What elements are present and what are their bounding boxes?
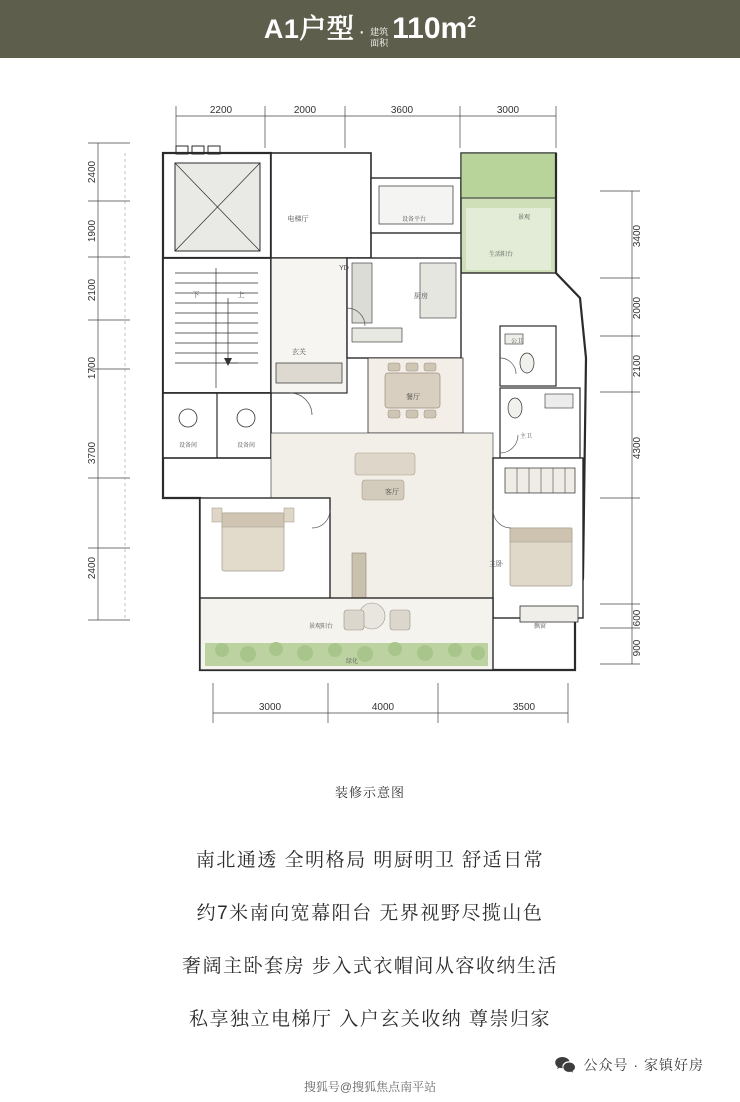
header-area-value bbox=[392, 12, 476, 46]
dim-right-0: 3400 bbox=[632, 224, 643, 248]
room-label-10: 设备间 bbox=[178, 443, 198, 449]
dim-top-0: 2200 bbox=[209, 105, 233, 116]
dim-right-2: 2100 bbox=[632, 354, 643, 378]
room-label-6: 下 bbox=[192, 292, 200, 299]
top-dimension-labels bbox=[210, 105, 520, 116]
room-label-13: 主卫 bbox=[519, 434, 533, 440]
left-dimension-labels bbox=[87, 160, 98, 579]
header-separator: · bbox=[358, 20, 366, 43]
bottom-dimension-labels bbox=[259, 702, 536, 713]
plan-caption: 装修示意图 bbox=[334, 785, 405, 800]
dim-bottom-1: 4000 bbox=[371, 702, 395, 713]
dim-left-1: 1900 bbox=[87, 219, 98, 243]
dim-top-2: 3600 bbox=[390, 105, 414, 116]
room-label-12: 餐厅 bbox=[406, 394, 420, 401]
dim-left-3: 1700 bbox=[87, 356, 98, 380]
left-dimension-chain bbox=[88, 143, 130, 620]
feature-item: 私享独立电梯厅 入户玄关收纳 尊崇归家 bbox=[188, 1009, 552, 1030]
dim-bottom-0: 3000 bbox=[258, 702, 282, 713]
header-area-label-line1: 建筑 bbox=[370, 26, 389, 37]
right-dimension-labels bbox=[632, 224, 643, 656]
floor-plan-svg bbox=[0, 58, 740, 748]
room-label-11: 设备间 bbox=[236, 443, 256, 449]
page-header bbox=[0, 0, 740, 58]
room-label-18: 绿化 bbox=[345, 659, 359, 665]
room-label-5: YD bbox=[339, 265, 349, 272]
room-label-1: 设备平台 bbox=[401, 217, 427, 223]
feature-item: 约7米南向宽幕阳台 无界视野尽揽山色 bbox=[196, 903, 544, 924]
dim-left-0: 2400 bbox=[87, 160, 98, 184]
dim-top-3: 3000 bbox=[496, 105, 520, 116]
room-label-2: 景观 bbox=[517, 215, 531, 221]
room-label-16: 飘窗 bbox=[533, 624, 547, 630]
floor-plan bbox=[0, 58, 740, 748]
room-label-9: 公卫 bbox=[510, 339, 524, 345]
header-area-number: 110m bbox=[392, 11, 468, 45]
room-label-7: 上 bbox=[237, 292, 245, 299]
page-title: A1户型 bbox=[263, 13, 355, 44]
room-label-14: 客厅 bbox=[385, 489, 399, 496]
feature-item: 南北通透 全明格局 明厨明卫 舒适日常 bbox=[195, 850, 545, 871]
header-area-superscript: 2 bbox=[467, 13, 477, 31]
feature-list bbox=[0, 845, 740, 1031]
wechat-account bbox=[554, 1055, 704, 1075]
header-area-label-line2: 面积 bbox=[370, 37, 389, 48]
dim-right-4: 600 bbox=[632, 609, 643, 627]
room-label-8: 玄关 bbox=[292, 349, 306, 356]
source-attribution: 搜狐号@搜狐焦点南平站 bbox=[303, 1080, 437, 1094]
room-label-0: 电梯厅 bbox=[287, 216, 309, 223]
room-label-3: 生活阳台 bbox=[488, 252, 514, 258]
feature-item: 奢阔主卧套房 步入式衣帽间从容收纳生活 bbox=[182, 956, 558, 977]
dim-right-5: 900 bbox=[632, 639, 643, 657]
room-label-15: 主卧 bbox=[489, 561, 503, 568]
wechat-icon bbox=[554, 1056, 576, 1074]
dim-left-2: 2100 bbox=[87, 278, 98, 302]
dim-left-5: 2400 bbox=[87, 556, 98, 580]
room-label-4: 厨房 bbox=[414, 293, 428, 300]
dim-bottom-2: 3500 bbox=[512, 702, 536, 713]
room-label-17: 景观阳台 bbox=[308, 624, 334, 630]
dim-left-4: 3700 bbox=[87, 441, 98, 465]
dim-right-1: 2000 bbox=[632, 296, 643, 320]
header-area-label bbox=[370, 27, 388, 49]
dim-right-3: 4300 bbox=[632, 436, 643, 460]
dim-top-1: 2000 bbox=[293, 105, 317, 116]
right-dimension-chain bbox=[600, 191, 640, 664]
wechat-label: 公众号 · 家镇好房 bbox=[583, 1057, 704, 1073]
header-inner bbox=[264, 7, 476, 52]
